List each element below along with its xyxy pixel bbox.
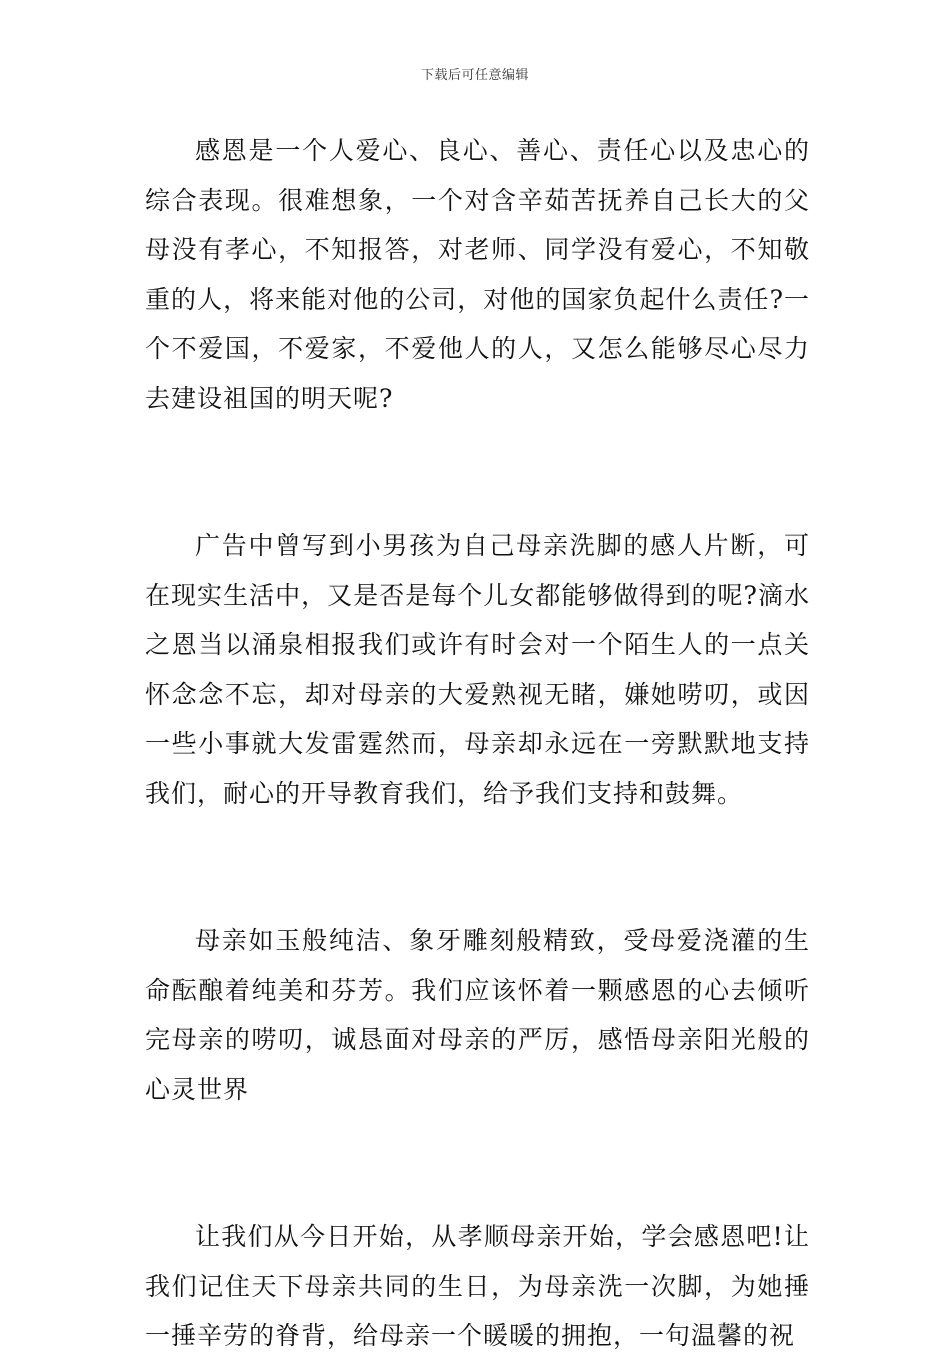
- paragraph-1: 感恩是一个人爱心、良心、善心、责任心以及忠心的综合表现。很难想象，一个对含辛茹苦抚养自己长大的父母没有孝心，不知报答，对老师、同学没有爱心，不知敬重的人，将来能对他的公司，对他的国家负起什么责任?一个不爱国，不爱家，不爱他人的人，又怎么能够尽心尽力去建设祖国的明天呢?: [145, 136, 810, 413]
- document-body: [145, 126, 810, 1361]
- header-note: 下载后可任意编辑: [420, 68, 529, 83]
- paragraph-2: 广告中曾写到小男孩为自己母亲洗脚的感人片断，可在现实生活中，又是否是每个儿女都能够做得到的呢?滴水之恩当以涌泉相报我们或许有时会对一个陌生人的一点关怀念念不忘，却对母亲的大爱熟视无睹，嫌她唠叨，或因一些小事就大发雷霆然而，母亲却永远在一旁默默地支持我们，耐心的开导教育我们，给予我们支持和鼓舞。: [145, 531, 810, 808]
- paragraph-3: 母亲如玉般纯洁、象牙雕刻般精致，受母爱浇灌的生命酝酿着纯美和芬芳。我们应该怀着一颗感恩的心去倾听完母亲的唠叨，诚恳面对母亲的严厉，感悟母亲阳光般的心灵世界: [145, 926, 810, 1104]
- paragraph-4: 让我们从今日开始，从孝顺母亲开始，学会感恩吧!让我们记住天下母亲共同的生日，为母亲洗一次脚，为她捶一捶辛劳的脊背，给母亲一个暖暖的拥抱，一句温馨的祝: [145, 1222, 810, 1350]
